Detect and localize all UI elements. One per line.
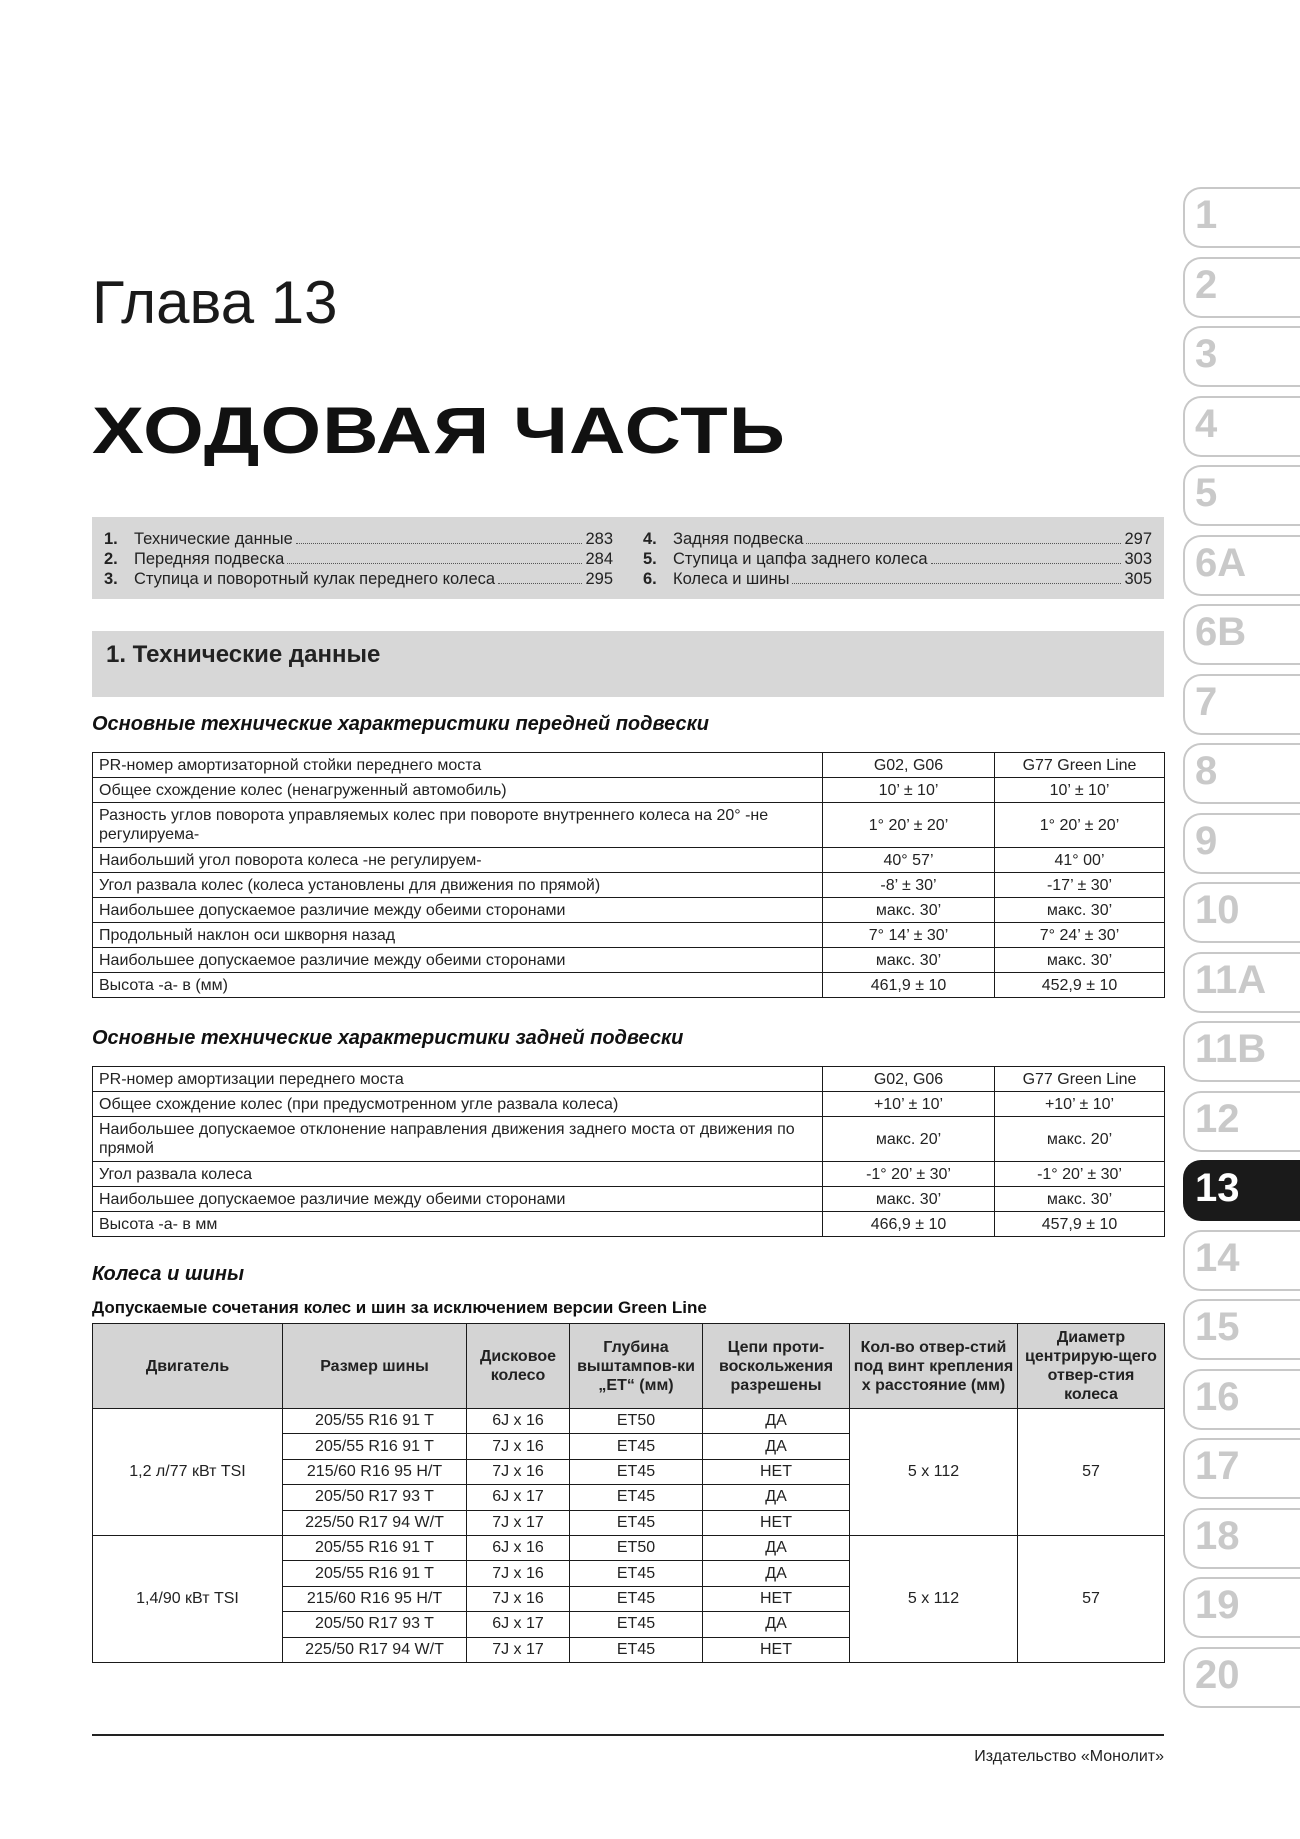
wheels-tires-table (92, 1323, 1165, 1663)
tire-size-cell: 205/55 R16 91 T (283, 1561, 467, 1586)
tire-size-cell: 205/55 R16 91 T (283, 1434, 467, 1459)
spec-label: Угол развала колес (колеса установлены для движения по прямой) (93, 873, 823, 898)
toc-item-number: 4. (643, 530, 657, 548)
section-title: 1. Технические данные (106, 641, 381, 668)
spec-value-g77: 457,9 ± 10 (995, 1212, 1165, 1237)
toc-column-right (643, 529, 1152, 599)
table-row (93, 873, 1165, 898)
spec-value-g77: макс. 30’ (995, 898, 1165, 923)
spec-value-g02: -8’ ± 30’ (823, 873, 995, 898)
chapter-tab-18[interactable] (1183, 1508, 1300, 1569)
tire-size-cell: 205/50 R17 93 T (283, 1485, 467, 1510)
bolt-pattern-cell: 5 x 112 (850, 1409, 1018, 1536)
chapter-tab-19[interactable] (1183, 1577, 1300, 1638)
chapter-tab-label: 16 (1195, 1374, 1240, 1419)
table-row (93, 1117, 1165, 1162)
chapter-tab-label: 5 (1195, 471, 1218, 515)
toc-item-page: 295 (585, 570, 613, 588)
spec-value-g02: 40° 57’ (823, 848, 995, 873)
spec-value-g02: -1° 20’ ± 30’ (823, 1162, 995, 1187)
tire-size-cell: 205/55 R16 91 T (283, 1535, 467, 1560)
spec-value-g77: макс. 20’ (995, 1117, 1165, 1162)
toc-leader (296, 543, 583, 544)
chapter-tab-label: 19 (1195, 1583, 1240, 1627)
wheels-heading: Колеса и шины (92, 1263, 245, 1285)
disc-cell: 6J x 16 (467, 1409, 570, 1434)
chapter-tab-label: 18 (1195, 1513, 1240, 1558)
table-row (93, 923, 1165, 948)
spec-value-g77: G77 Green Line (995, 1067, 1165, 1092)
chapter-tab-label: 11A (1195, 957, 1267, 1002)
column-header: Диаметр центрирую-щего отвер-стия колеса (1018, 1324, 1165, 1409)
column-header: Размер шины (283, 1324, 467, 1409)
disc-cell: 7J x 16 (467, 1434, 570, 1459)
spec-label: PR-номер амортизации переднего моста (93, 1067, 823, 1092)
chapter-tab-label: 10 (1195, 888, 1240, 932)
table-row (93, 1187, 1165, 1212)
toc-item-title: Технические данные (134, 530, 293, 548)
toc-item-page: 297 (1124, 530, 1152, 548)
disc-cell: 7J x 17 (467, 1510, 570, 1535)
chains-cell: НЕТ (703, 1637, 850, 1662)
chapter-label: Глава 13 (92, 269, 338, 336)
toc-item-number: 1. (104, 530, 118, 548)
et-cell: ET45 (570, 1510, 703, 1535)
chapter-tab-11b[interactable] (1183, 1021, 1300, 1082)
spec-label: Наибольшее допускаемое различие между обеими сторонами (93, 948, 823, 973)
chapter-tab-label: 7 (1195, 679, 1218, 724)
chains-cell: ДА (703, 1612, 850, 1637)
toc-item[interactable] (643, 549, 1152, 569)
spec-value-g77: 452,9 ± 10 (995, 973, 1165, 998)
table-row (93, 948, 1165, 973)
toc-item[interactable] (104, 569, 613, 589)
toc-item-number: 3. (104, 570, 118, 588)
chapter-tab-6a[interactable] (1183, 535, 1300, 596)
toc-item-number: 5. (643, 550, 657, 568)
chapter-tab-label: 14 (1195, 1235, 1240, 1280)
toc-column-left (104, 529, 613, 599)
chapter-tab-8[interactable] (1183, 743, 1300, 804)
spec-value-g77: +10’ ± 10’ (995, 1092, 1165, 1117)
chapter-tab-label: 15 (1195, 1305, 1240, 1349)
chapter-tab-12[interactable] (1183, 1091, 1300, 1152)
spec-value-g02: 7° 14’ ± 30’ (823, 923, 995, 948)
chapter-tab-label: 9 (1195, 818, 1218, 863)
column-header: Двигатель (93, 1324, 283, 1409)
table-header-row (93, 1324, 1165, 1409)
chains-cell: ДА (703, 1485, 850, 1510)
spec-value-g77: макс. 30’ (995, 1187, 1165, 1212)
disc-cell: 7J x 16 (467, 1586, 570, 1611)
column-header: Кол-во отвер-стий под винт крепления х расстояние (мм) (850, 1324, 1018, 1409)
tire-size-cell: 225/50 R17 94 W/T (283, 1510, 467, 1535)
spec-label: Общее схождение колес (при предусмотренном угле развала колеса) (93, 1092, 823, 1117)
spec-value-g02: 461,9 ± 10 (823, 973, 995, 998)
footer-divider (92, 1734, 1164, 1736)
column-header: Дисковое колесо (467, 1324, 570, 1409)
chapter-tab-label: 11B (1195, 1027, 1267, 1071)
spec-value-g02: макс. 20’ (823, 1117, 995, 1162)
chapter-tab-label: 1 (1195, 193, 1218, 237)
spec-value-g02: 1° 20’ ± 20’ (823, 803, 995, 848)
chains-cell: ДА (703, 1535, 850, 1560)
et-cell: ET45 (570, 1612, 703, 1637)
chapter-tab-label: 8 (1195, 749, 1218, 793)
disc-cell: 7J x 16 (467, 1561, 570, 1586)
spec-label: Наибольший угол поворота колеса -не регулируем- (93, 848, 823, 873)
spec-label: Высота -a- в мм (93, 1212, 823, 1237)
spec-label: Наибольшее допускаемое отклонение направления движения заднего моста от движения по прямой (93, 1117, 823, 1162)
disc-cell: 7J x 17 (467, 1637, 570, 1662)
tire-size-cell: 215/60 R16 95 H/T (283, 1459, 467, 1484)
toc-item-page: 305 (1124, 570, 1152, 588)
spec-label: Разность углов поворота управляемых колес при повороте внутреннего колеса на 20° -не регулируема- (93, 803, 823, 848)
chapter-tab-label: 17 (1195, 1444, 1240, 1488)
toc-item-number: 6. (643, 570, 657, 588)
toc-item-page: 283 (585, 530, 613, 548)
spec-value-g77: 41° 00’ (995, 848, 1165, 873)
chapter-tab-6b[interactable] (1183, 604, 1300, 665)
chapter-tab-17[interactable] (1183, 1438, 1300, 1499)
chapter-tab-11a[interactable] (1183, 952, 1300, 1013)
et-cell: ET45 (570, 1434, 703, 1459)
tire-size-cell: 215/60 R16 95 H/T (283, 1586, 467, 1611)
toc-leader (498, 583, 582, 584)
spec-value-g02: 10’ ± 10’ (823, 778, 995, 803)
spec-value-g77: -17’ ± 30’ (995, 873, 1165, 898)
toc-item-title: Передняя подвеска (134, 550, 285, 568)
engine-cell: 1,2 л/77 кВт TSI (93, 1409, 283, 1536)
chapter-tab-label: 20 (1195, 1652, 1240, 1697)
chapter-tab-label: 13 (1195, 1166, 1240, 1210)
table-row (93, 803, 1165, 848)
chapter-tab-label: 3 (1195, 332, 1218, 376)
chapter-tab-label: 4 (1195, 401, 1218, 446)
spec-value-g02: 466,9 ± 10 (823, 1212, 995, 1237)
toc-item[interactable] (104, 529, 613, 549)
table-row (93, 848, 1165, 873)
spec-value-g77: -1° 20’ ± 30’ (995, 1162, 1165, 1187)
chapter-tab-5[interactable] (1183, 465, 1300, 526)
table-row (93, 778, 1165, 803)
spec-value-g02: макс. 30’ (823, 898, 995, 923)
chapter-tab-2[interactable] (1183, 257, 1300, 318)
chapter-tab-15[interactable] (1183, 1299, 1300, 1360)
spec-label: Наибольшее допускаемое различие между обеими сторонами (93, 898, 823, 923)
chains-cell: НЕТ (703, 1459, 850, 1484)
tire-size-cell: 205/50 R17 93 T (283, 1612, 467, 1637)
chains-cell: ДА (703, 1409, 850, 1434)
chapter-tab-label: 6B (1195, 610, 1247, 654)
spec-value-g02: макс. 30’ (823, 948, 995, 973)
spec-label: Общее схождение колес (ненагруженный автомобиль) (93, 778, 823, 803)
et-cell: ET50 (570, 1535, 703, 1560)
table-row (93, 1092, 1165, 1117)
chapter-tab-13[interactable] (1183, 1160, 1300, 1221)
toc-item-title: Колеса и шины (673, 570, 790, 588)
tire-size-cell: 225/50 R17 94 W/T (283, 1637, 467, 1662)
spec-value-g77: 10’ ± 10’ (995, 778, 1165, 803)
rear-suspension-table (92, 1066, 1165, 1237)
spec-value-g77: 1° 20’ ± 20’ (995, 803, 1165, 848)
toc-leader (287, 563, 582, 564)
spec-label: Угол развала колеса (93, 1162, 823, 1187)
chapter-tab-10[interactable] (1183, 882, 1300, 943)
column-header: Цепи проти-воскольжения разрешены (703, 1324, 850, 1409)
rear-suspension-heading: Основные технические характеристики задней подвески (92, 1027, 684, 1049)
toc-leader (806, 543, 1121, 544)
toc-item-title: Ступица и поворотный кулак переднего колеса (134, 570, 496, 588)
et-cell: ET45 (570, 1485, 703, 1510)
chapter-tab-label: 6A (1195, 540, 1247, 585)
tire-size-cell: 205/55 R16 91 T (283, 1409, 467, 1434)
disc-cell: 6J x 17 (467, 1485, 570, 1510)
disc-cell: 7J x 16 (467, 1459, 570, 1484)
chains-cell: НЕТ (703, 1586, 850, 1611)
chains-cell: ДА (703, 1561, 850, 1586)
chapter-tab-3[interactable] (1183, 326, 1300, 387)
et-cell: ET45 (570, 1586, 703, 1611)
table-row (93, 1535, 1165, 1560)
spec-label: Наибольшее допускаемое различие между обеими сторонами (93, 1187, 823, 1212)
et-cell: ET45 (570, 1459, 703, 1484)
section-header (92, 631, 1164, 697)
center-bore-cell: 57 (1018, 1535, 1165, 1662)
spec-value-g77: G77 Green Line (995, 753, 1165, 778)
center-bore-cell: 57 (1018, 1409, 1165, 1536)
table-row (93, 753, 1165, 778)
spec-label: PR-номер амортизаторной стойки переднего моста (93, 753, 823, 778)
et-cell: ET45 (570, 1561, 703, 1586)
table-row (93, 1212, 1165, 1237)
toc-leader (931, 563, 1122, 564)
toc-item-number: 2. (104, 550, 118, 568)
chapter-tab-20[interactable] (1183, 1647, 1300, 1708)
column-header: Глубина выштампов-ки „ЕТ“ (мм) (570, 1324, 703, 1409)
toc-leader (792, 583, 1121, 584)
spec-value-g02: макс. 30’ (823, 1187, 995, 1212)
chains-cell: ДА (703, 1434, 850, 1459)
chapter-tab-1[interactable] (1183, 187, 1300, 248)
toc-item-page: 284 (585, 550, 613, 568)
chapter-title: ХОДОВАЯ ЧАСТЬ (92, 393, 786, 467)
spec-value-g77: макс. 30’ (995, 948, 1165, 973)
toc-item[interactable] (643, 529, 1152, 549)
toc-item-title: Ступица и цапфа заднего колеса (673, 550, 928, 568)
spec-label: Высота -a- в (мм) (93, 973, 823, 998)
toc-item[interactable] (643, 569, 1152, 589)
bolt-pattern-cell: 5 x 112 (850, 1535, 1018, 1662)
table-of-contents (92, 517, 1164, 599)
chapter-tab-14[interactable] (1183, 1230, 1300, 1291)
table-row (93, 898, 1165, 923)
engine-cell: 1,4/90 кВт TSI (93, 1535, 283, 1662)
toc-item[interactable] (104, 549, 613, 569)
chapter-tab-16[interactable] (1183, 1369, 1300, 1430)
spec-value-g02: G02, G06 (823, 1067, 995, 1092)
disc-cell: 6J x 16 (467, 1535, 570, 1560)
toc-item-title: Задняя подвеска (673, 530, 804, 548)
chapter-tab-9[interactable] (1183, 813, 1300, 874)
toc-item-page: 303 (1124, 550, 1152, 568)
chapter-tab-4[interactable] (1183, 396, 1300, 457)
spec-value-g77: 7° 24’ ± 30’ (995, 923, 1165, 948)
et-cell: ET45 (570, 1637, 703, 1662)
table-row (93, 1409, 1165, 1434)
spec-value-g02: +10’ ± 10’ (823, 1092, 995, 1117)
chapter-tab-7[interactable] (1183, 674, 1300, 735)
table-row (93, 1067, 1165, 1092)
table-row (93, 973, 1165, 998)
front-suspension-heading: Основные технические характеристики передней подвески (92, 713, 709, 735)
et-cell: ET50 (570, 1409, 703, 1434)
table-row (93, 1162, 1165, 1187)
wheels-subheading: Допускаемые сочетания колес и шин за исключением версии Green Line (92, 1298, 707, 1317)
front-suspension-table (92, 752, 1165, 998)
publisher-credit: Издательство «Монолит» (974, 1748, 1164, 1765)
chapter-tabs (1183, 187, 1300, 1716)
chapter-tab-label: 2 (1195, 262, 1218, 307)
chains-cell: НЕТ (703, 1510, 850, 1535)
spec-label: Продольный наклон оси шкворня назад (93, 923, 823, 948)
disc-cell: 6J x 17 (467, 1612, 570, 1637)
chapter-tab-label: 12 (1195, 1096, 1240, 1141)
spec-value-g02: G02, G06 (823, 753, 995, 778)
